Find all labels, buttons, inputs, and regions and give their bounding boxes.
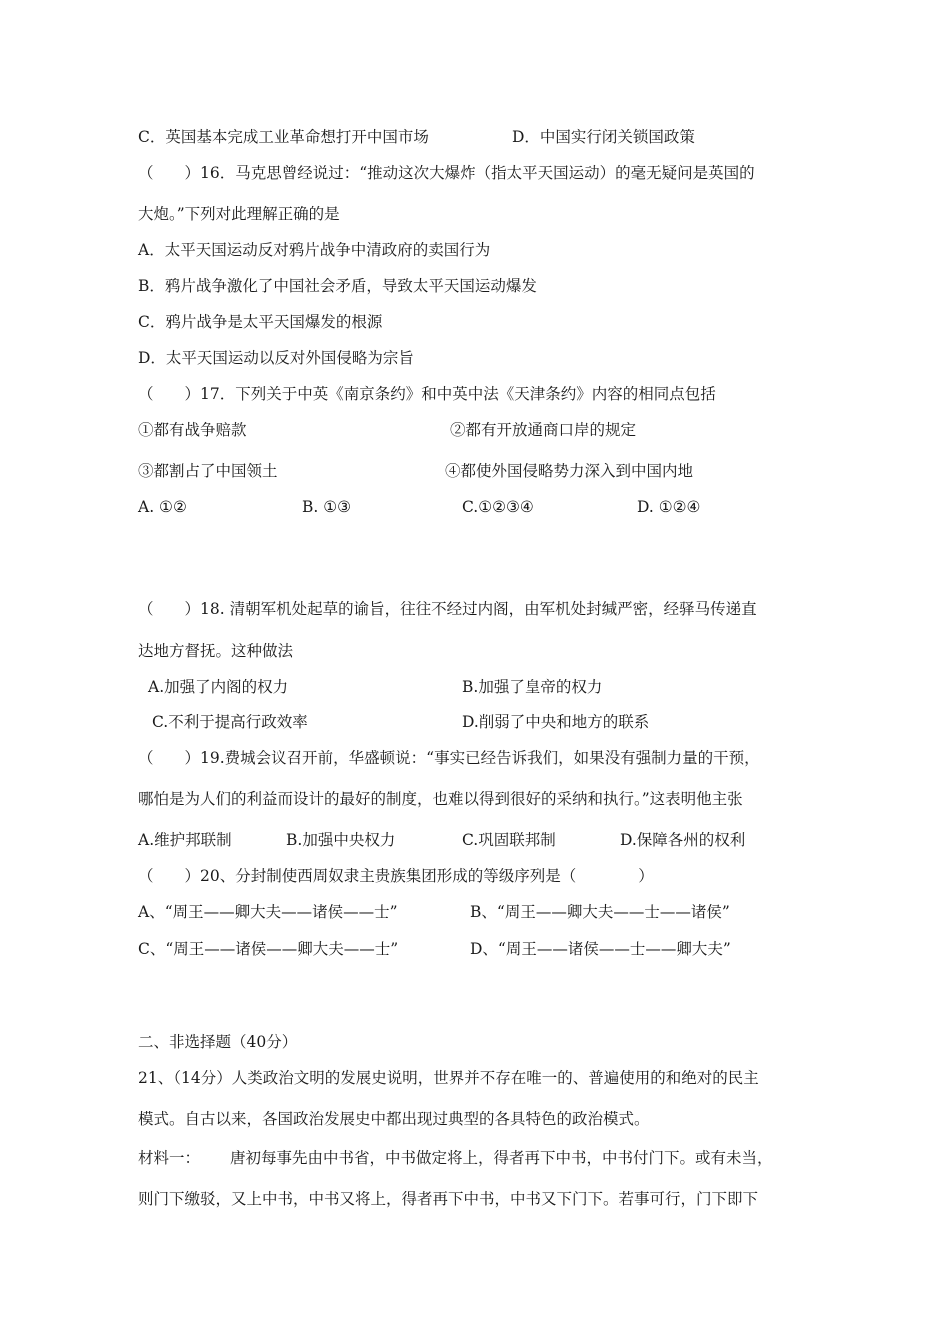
q19-option-c: C.巩固联邦制: [462, 831, 556, 849]
q20-stem: （ ）20、分封制使西周奴隶主贵族集团形成的等级序列是（ ）: [138, 867, 654, 885]
q18-option-b: B.加强了皇帝的权力: [462, 678, 603, 696]
material-1-label: 材料一：: [138, 1149, 201, 1167]
q16-option-c: C．鸦片战争是太平天国爆发的根源: [138, 313, 383, 331]
q19-option-a: A.维护邦联制: [138, 831, 232, 849]
q17-item-3: ③都割占了中国领土: [138, 462, 278, 480]
q15-option-c: C．英国基本完成工业革命想打开中国市场: [138, 128, 429, 146]
material-1-line-2: 则门下缴驳，又上中书，中书又将上，得者再下中书，中书又下门下。若事可行，门下即下: [138, 1190, 759, 1208]
q17-item-1: ①都有战争赔款: [138, 421, 247, 439]
q18-option-c: C.不利于提高行政效率: [152, 713, 308, 731]
q19-option-d: D.保障各州的权利: [620, 831, 746, 849]
q18-stem-line-2: 达地方督抚。这种做法: [138, 642, 294, 660]
q21-stem-line-1: 21、（14分）人类政治文明的发展史说明，世界并不存在唯一的、普遍使用的和绝对的民主: [138, 1069, 759, 1087]
q19-option-b: B.加强中央权力: [286, 831, 396, 849]
q16-option-d: D．太平天国运动以反对外国侵略为宗旨: [138, 349, 414, 367]
q16-option-b: B．鸦片战争激化了中国社会矛盾，导致太平天国运动爆发: [138, 277, 537, 295]
q18-option-d: D.削弱了中央和地方的联系: [462, 713, 650, 731]
section-2-heading: 二、非选择题（40分）: [138, 1033, 298, 1051]
q18-option-a: A.加强了内阁的权力: [148, 678, 289, 696]
q21-stem-line-2: 模式。自古以来，各国政治发展史中都出现过典型的各具特色的政治模式。: [138, 1110, 650, 1128]
q20-option-d: D、“周王——诸侯——士——卿大夫”: [470, 940, 731, 958]
q17-stem: （ ）17．下列关于中英《南京条约》和中英中法《天津条约》内容的相同点包括: [138, 385, 716, 403]
material-1-line-1: 唐初每事先由中书省，中书做定将上，得者再下中书，中书付门下。或有未当，: [230, 1149, 773, 1167]
q19-stem-line-2: 哪怕是为人们的利益而设计的最好的制度，也难以得到很好的采纳和执行。”这表明他主张: [138, 790, 743, 808]
q17-option-a: A. ①②: [138, 498, 187, 516]
q15-option-d: D．中国实行闭关锁国政策: [512, 128, 695, 146]
q17-option-d: D. ①②④: [637, 498, 701, 516]
q18-stem-line-1: （ ）18. 清朝军机处起草的谕旨，往往不经过内阁，由军机处封缄严密，经驿马传递直: [138, 600, 757, 618]
q16-stem-line-2: 大炮。”下列对此理解正确的是: [138, 205, 340, 223]
q19-stem-line-1: （ ）19.费城会议召开前，华盛顿说：“事实已经告诉我们，如果没有强制力量的干预，: [138, 749, 760, 767]
q20-option-a: A、“周王——卿大夫——诸侯——士”: [138, 903, 398, 921]
q20-option-b: B、“周王——卿大夫——士——诸侯”: [470, 903, 730, 921]
q17-option-c: C.①②③④: [462, 498, 534, 516]
q16-stem-line-1: （ ）16．马克思曾经说过：“推动这次大爆炸（指太平天国运动）的毫无疑问是英国的: [138, 164, 755, 182]
q16-option-a: A．太平天国运动反对鸦片战争中清政府的卖国行为: [138, 241, 491, 259]
q17-item-4: ④都使外国侵略势力深入到中国内地: [445, 462, 694, 480]
q17-option-b: B. ①③: [302, 498, 352, 516]
q17-item-2: ②都有开放通商口岸的规定: [450, 421, 637, 439]
q20-option-c: C、“周王——诸侯——卿大夫——士”: [138, 940, 399, 958]
